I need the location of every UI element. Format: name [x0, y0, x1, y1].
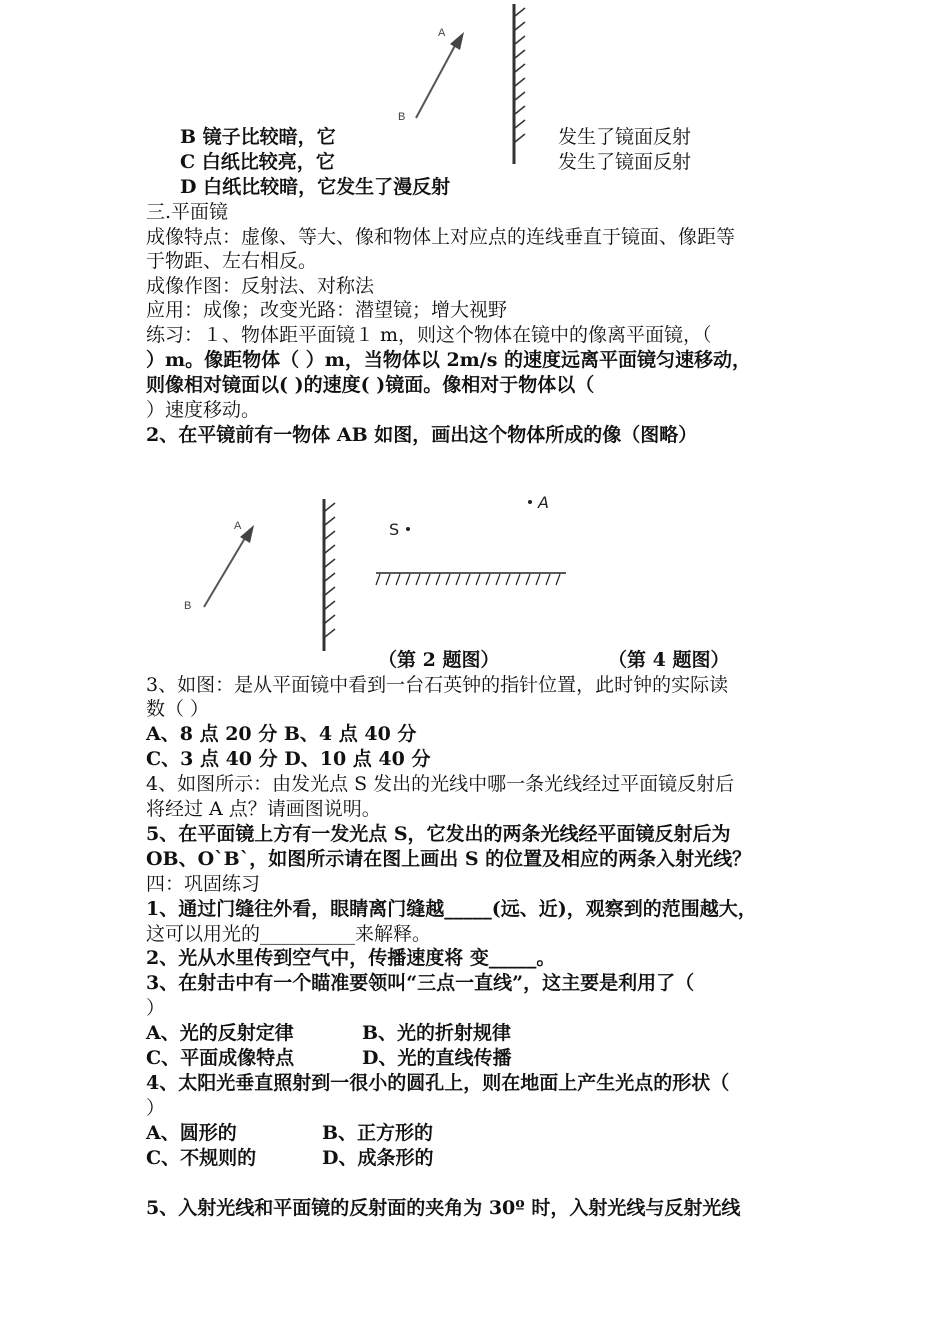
practice3-option-c: C、平面成像特点 [146, 1047, 295, 1069]
practice4-option-b: B、正方形的 [322, 1122, 434, 1144]
practice5: 5、入射光线和平面镜的反射面的夹角为 30º 时，入射光线与反射光线 [146, 1197, 741, 1219]
option-d: D 白纸比较暗，它发生了漫反射 [180, 176, 451, 198]
q2-figure [178, 495, 358, 655]
practice4-option-a: A、圆形的 [146, 1122, 237, 1144]
option-c-left: C 白纸比较亮，它 [180, 151, 335, 173]
practice4-line1: 4、太阳光垂直照射到一很小的圆孔上，则在地面上产生光点的形状（ [146, 1072, 730, 1094]
exercise1-line2: ）m。像距物体（ ）m，当物体以 2m/s 的速度远离平面镜匀速移动， [146, 349, 752, 371]
option-b-left: B 镜子比较暗，它 [180, 126, 336, 148]
practice4-line2: ） [146, 1097, 166, 1119]
question3-options-ab: A、8 点 20 分 B、4 点 40 分 [146, 723, 417, 745]
point-s-dot [406, 527, 410, 531]
arrow-ab-head [450, 32, 464, 50]
practice1-line2: 这可以用光的__________来解释。 [146, 923, 432, 945]
arrow-ab-shaft-q2 [204, 533, 248, 607]
practice4-option-c: C、不规则的 [146, 1147, 257, 1169]
label-b-top: B [398, 111, 406, 123]
label-b-q2: B [184, 600, 192, 612]
top-mirror-figure [380, 0, 540, 170]
practice3-option-d: D、光的直线传播 [362, 1047, 512, 1069]
imaging-drawing: 成像作图：反射法、对称法 [146, 275, 375, 297]
exercise1-line1: 练习：１、物体距平面镜１ m，则这个物体在镜中的像离平面镜，（ [146, 324, 712, 346]
mirror-hatch-top [515, 8, 525, 142]
label-s-q4: S [389, 520, 400, 539]
point-a-dot [528, 500, 532, 504]
practice3-line1: 3、在射击中有一个瞄准要领叫“三点一直线”，这主要是利用了（ [146, 972, 695, 994]
section3-heading: 三.平面镜 [146, 201, 229, 223]
arrow-ab-shaft [416, 40, 458, 118]
question4-line1: 4、如图所示：由发光点 S 发出的光线中哪一条光线经过平面镜反射后 [146, 773, 735, 795]
caption-figure-4: （第 4 题图） [608, 649, 730, 671]
question4-line2: 将经过 A 点？请画图说明。 [146, 798, 381, 820]
practice3-option-a: A、光的反射定律 [146, 1022, 294, 1044]
arrow-ab-head-q2 [240, 525, 254, 543]
practice3-line2: ） [146, 997, 166, 1019]
practice2: 2、光从水里传到空气中，传播速度将 变_____。 [146, 947, 556, 969]
label-a-top: A [438, 27, 446, 39]
caption-figure-2: （第 2 题图） [378, 649, 500, 671]
imaging-features-line2: 于物距、左右相反。 [146, 250, 318, 272]
label-a-q2: A [234, 520, 242, 532]
option-c-right: 发生了镜面反射 [558, 151, 692, 173]
practice3-option-b: B、光的折射规律 [362, 1022, 512, 1044]
question3-options-cd: C、3 点 40 分 D、10 点 40 分 [146, 748, 431, 770]
imaging-application: 应用：成像；改变光路：潜望镜；增大视野 [146, 299, 508, 321]
imaging-features-line1: 成像特点：虚像、等大、像和物体上对应点的连线垂直于镜面、像距等 [146, 226, 736, 248]
question3-line2: 数（ ） [146, 698, 210, 720]
question5-line2: OB、O`B`，如图所示请在图上画出 S 的位置及相应的两条入射光线？ [146, 848, 752, 870]
label-a-q4: A [538, 493, 549, 512]
mirror-hatch-q4 [376, 574, 560, 585]
q4-figure [370, 485, 580, 595]
exercise1-line4: ）速度移动。 [146, 399, 261, 421]
question3-line1: 3、如图：是从平面镜中看到一台石英钟的指针位置，此时钟的实际读 [146, 674, 729, 696]
section4-heading: 四：巩固练习 [146, 873, 261, 895]
practice1-line1: 1、通过门缝往外看，眼睛离门缝越_____(远、近)，观察到的范围越大， [146, 898, 757, 920]
question2: 2、在平镜前有一物体 AB 如图，画出这个物体所成的像（图略） [146, 424, 698, 446]
exercise1-line3: 则像相对镜面以( )的速度( )镜面。像相对于物体以（ [146, 374, 595, 396]
question5-line1: 5、在平面镜上方有一发光点 S，它发出的两条光线经平面镜反射后为 [146, 823, 731, 845]
practice4-option-d: D、成条形的 [322, 1147, 434, 1169]
mirror-hatch-q2 [325, 503, 335, 637]
option-b-right: 发生了镜面反射 [558, 126, 692, 148]
